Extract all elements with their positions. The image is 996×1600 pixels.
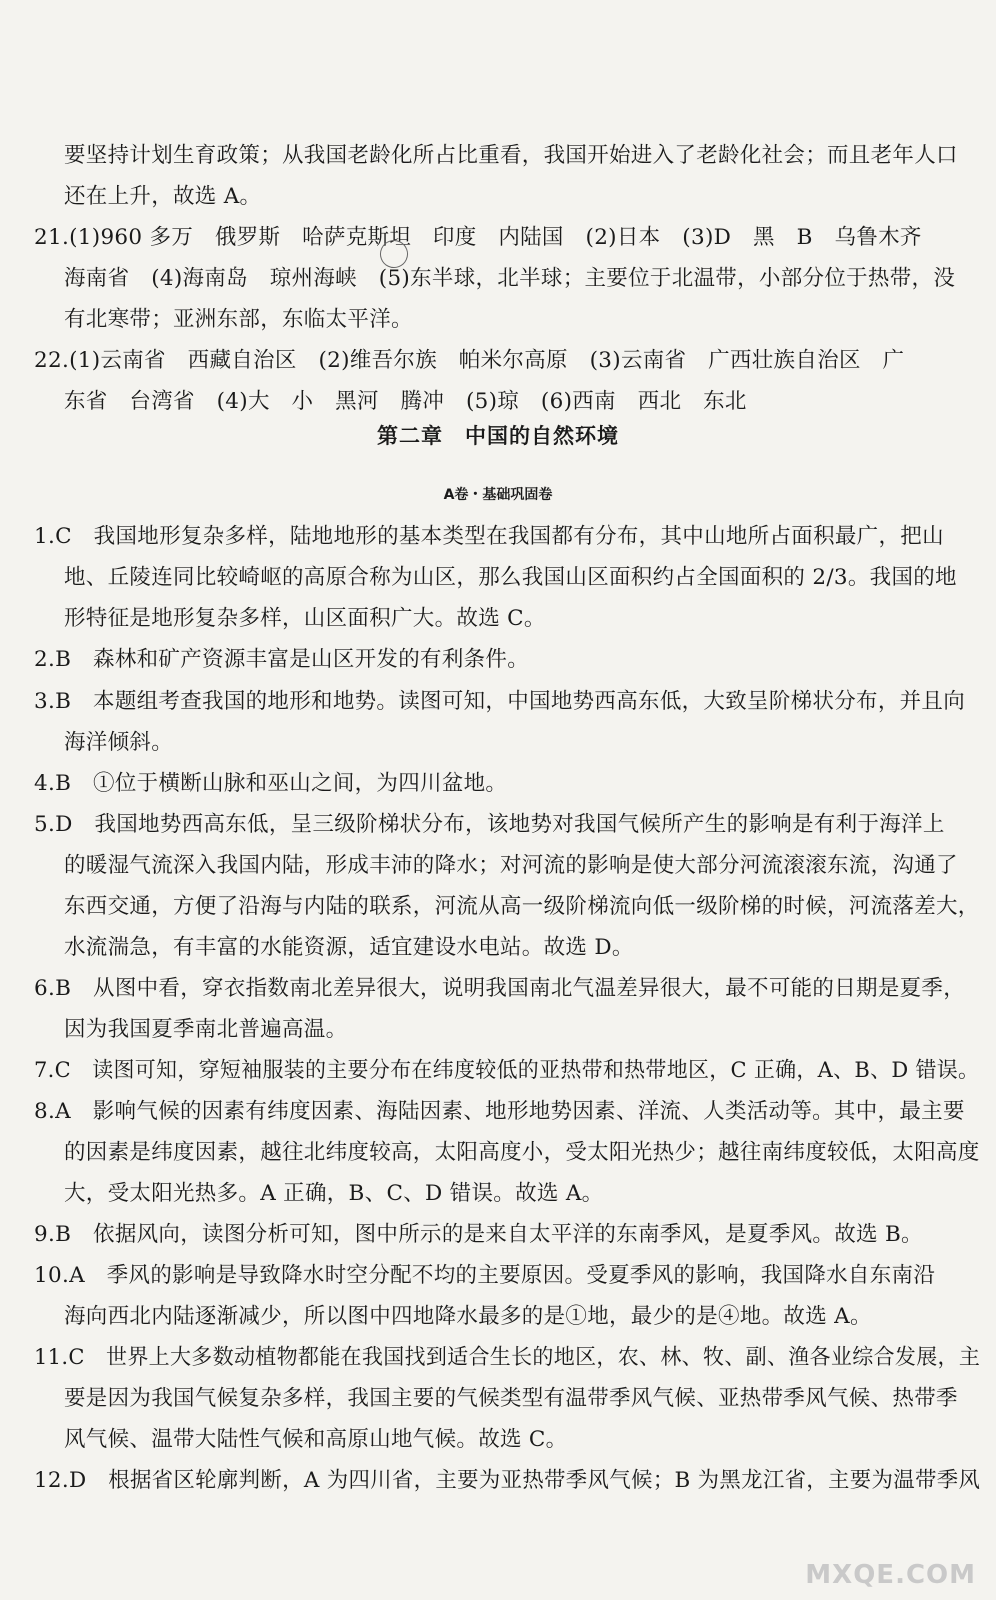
text-line: 海南省 (4)海南岛 琼州海峡 (5)东半球，北半球；主要位于北温带，小部分位于热带，没 [64,266,956,291]
answer-line: 1.C 我国地形复杂多样，陆地地形的基本类型在我国都有分布，其中山地所占面积最广，把山 [34,524,944,549]
answer-line: 要是因为我国气候复杂多样，我国主要的气候类型有温带季风气候、亚热带季风气候、热带季 [64,1386,958,1411]
answer-line: 海洋倾斜。 [64,730,174,755]
answer-line: 6.B 从图中看，穿衣指数南北差异很大，说明我国南北气温差异很大，最不可能的日期是夏季， [34,976,966,1001]
answer-line: 11.C 世界上大多数动植物都能在我国找到适合生长的地区，农、林、牧、副、渔各业综合发展，主 [34,1345,981,1370]
answer-line: 2.B 森林和矿产资源丰富是山区开发的有利条件。 [34,647,530,672]
answer-line: 东西交通，方便了沿海与内陆的联系，河流从高一级阶梯流向低一级阶梯的时候，河流落差大， [64,894,980,919]
answer-21-line: 21.(1)960 多万 俄罗斯 哈萨克斯坦 印度 内陆国 (2)日本 (3)D 黑 B 乌鲁木齐 [34,225,922,250]
watermark-logo: MXQE.COM [805,1560,976,1590]
answer-line: 3.B 本题组考查我国的地形和地势。读图可知，中国地势西高东低，大致呈阶梯状分布，并且向 [34,689,966,714]
answer-22-line: 22.(1)云南省 西藏自治区 (2)维吾尔族 帕米尔高原 (3)云南省 广西壮族自治区 广 [34,348,905,373]
answer-line: 12.D 根据省区轮廓判断，A 为四川省，主要为亚热带季风气候；B 为黑龙江省，主要为温带季风 [34,1468,981,1493]
answer-line: 海向西北内陆逐渐减少，所以图中四地降水最多的是①地，最少的是④地。故选 A。 [64,1304,872,1329]
answer-line: 因为我国夏季南北普遍高温。 [64,1017,348,1042]
text-line: 还在上升，故选 A。 [64,184,262,209]
chapter-number: 第二章 [377,424,443,448]
text-line: 东省 台湾省 (4)大 小 黑河 腾冲 (5)琼 (6)西南 西北 东北 [64,389,747,414]
text-line: 要坚持计划生育政策；从我国老龄化所占比重看，我国开始进入了老龄化社会；而且老年人口 [64,143,958,168]
answer-line: 5.D 我国地势西高东低，呈三级阶梯状分布，该地势对我国气候所产生的影响是有利于海洋上 [34,812,945,837]
answer-line: 7.C 读图可知，穿短袖服装的主要分布在纬度较低的亚热带和热带地区，C 正确，A、B、D 错误。 [34,1058,980,1083]
answer-line: 9.B 依据风向，读图分析可知，图中所示的是来自太平洋的东南季风，是夏季风。故选 B。 [34,1222,923,1247]
chapter-heading [0,420,996,450]
section-title: A卷・基础巩固卷 [443,487,553,503]
answer-line: 8.A 影响气候的因素有纬度因素、海陆因素、地形地势因素、洋流、人类活动等。其中，最主要 [34,1099,965,1124]
answer-line: 形特征是地形复杂多样，山区面积广大。故选 C。 [64,606,546,631]
answer-line: 的暖湿气流深入我国内陆，形成丰沛的降水；对河流的影响是使大部分河流滚滚东流，沟通了 [64,853,958,878]
answer-line: 大，受太阳光热多。A 正确，B、C、D 错误。故选 A。 [64,1181,604,1206]
answer-line: 10.A 季风的影响是导致降水时空分配不均的主要原因。受夏季风的影响，我国降水自东南沿 [34,1263,936,1288]
chapter-title: 中国的自然环境 [465,424,619,448]
answer-line: 4.B ①位于横断山脉和巫山之间，为四川盆地。 [34,771,508,796]
text-line: 有北寒带；亚洲东部，东临太平洋。 [64,307,413,332]
answer-line: 水流湍急，有丰富的水能资源，适宜建设水电站。故选 D。 [64,935,634,960]
answer-line: 的因素是纬度因素，越往北纬度较高，太阳高度小，受太阳光热少；越往南纬度较低，太阳高度 [64,1140,980,1165]
answer-line: 地、丘陵连同比较崎岖的高原合称为山区，那么我国山区面积约占全国面积的 2/3。我国的地 [64,565,957,590]
answer-line: 风气候、温带大陆性气候和高原山地气候。故选 C。 [64,1427,568,1452]
